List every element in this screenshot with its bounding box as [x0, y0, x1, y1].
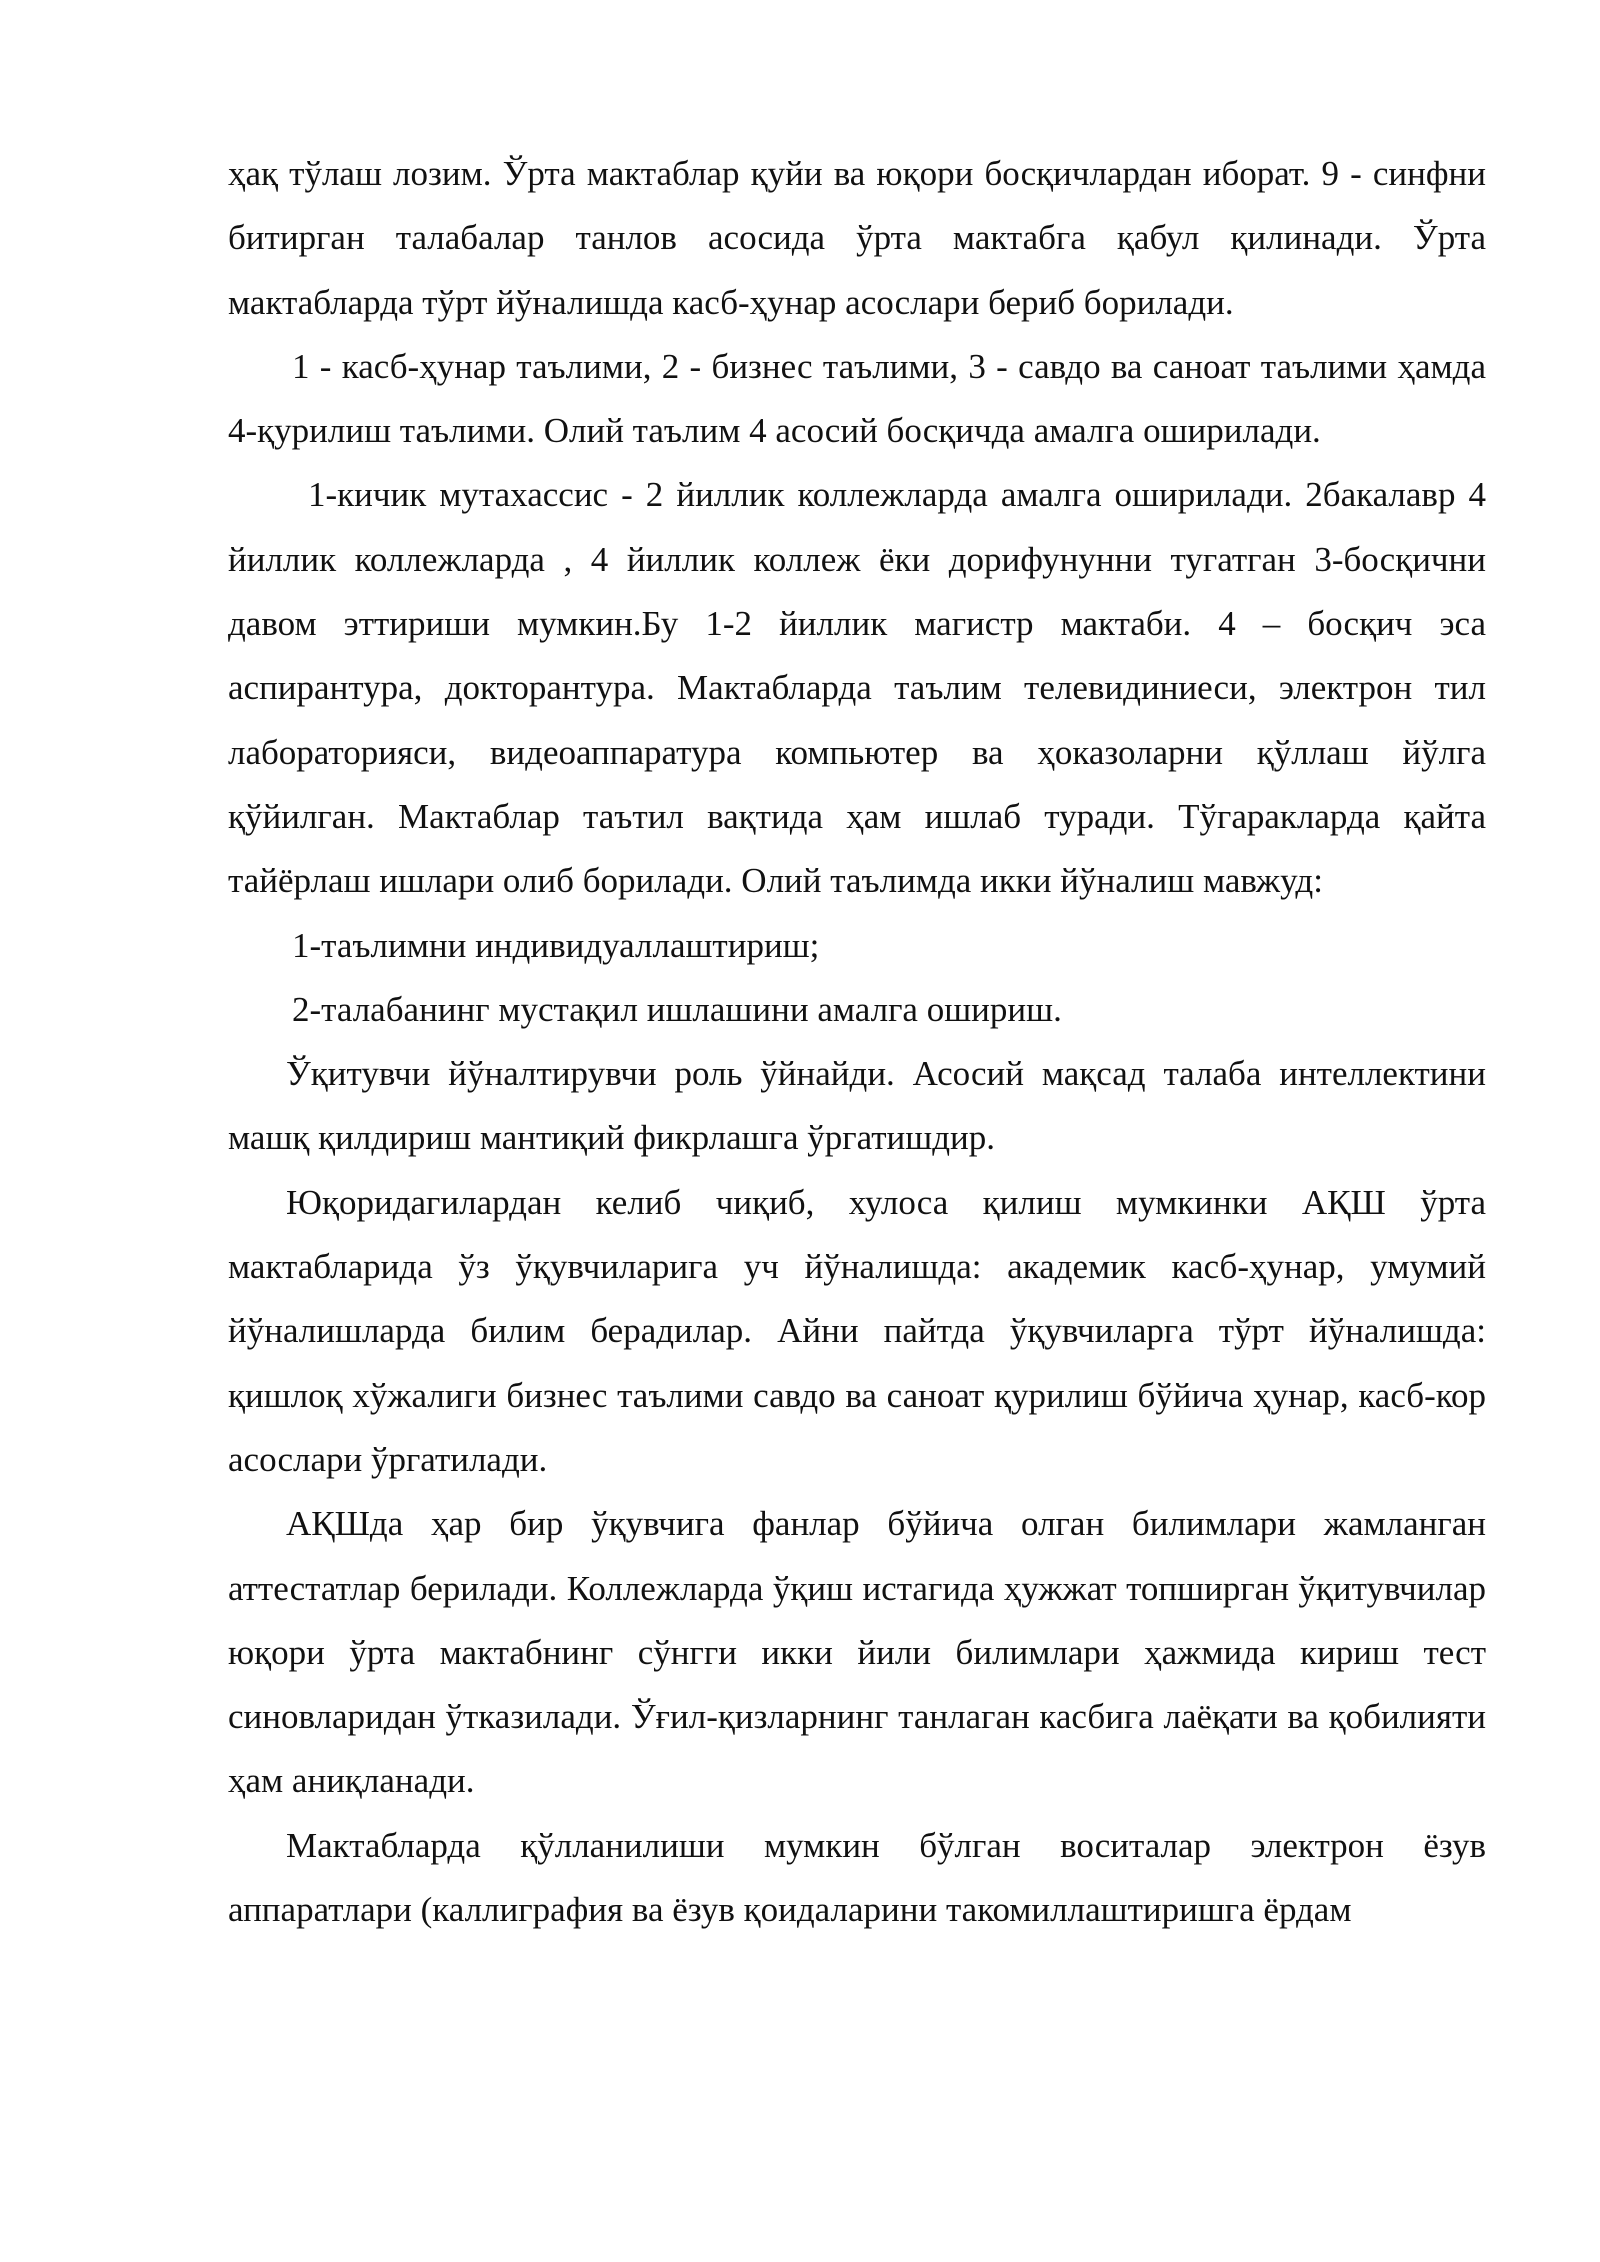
- document-body: [228, 142, 1486, 1942]
- paragraph-6: Ўқитувчи йўналтирувчи роль ўйнайди. Асосий мақсад талаба интеллектини машқ қилдириш мантиқий фикрлашга ўргатишдир.: [228, 1054, 1486, 1158]
- paragraph-1: ҳақ тўлаш лозим. Ўрта мактаблар қуйи ва юқори босқичлардан иборат. 9 - синфни битирган талабалар танлов асосида ўрта мактабга қабул қилинади. Ўрта мактабларда тўрт йўналишда касб-ҳунар асослари бериб борилади.: [228, 154, 1486, 322]
- paragraph-7: Юқоридагилардан келиб чиқиб, хулоса қилиш мумкинки АҚШ ўрта мактабларида ўз ўқувчиларига уч йўналишда: академик касб-ҳунар, умумий йўналишларда билим берадилар. Айни пайтда ўқувчиларга тўрт йўналишда: қишлоқ хўжалиги бизнес таълими савдо ва саноат қурилиш бўйича ҳунар, касб-кор асослари ўргатилади.: [228, 1182, 1486, 1479]
- paragraph-3: 1-кичик мутахассис - 2 йиллик коллежларда амалга оширилади. 2бакалавр 4 йиллик коллежларда , 4 йиллик коллеж ёки дорифунунни тугатган 3-босқични давом эттириши мумкин.Бу 1-2 йиллик магистр мактаби. 4 – босқич эса аспирантура, докторантура. Мактабларда таълим телевидиниеси, электрон тил лабораторияси, видеоаппаратура компьютер ва ҳоказоларни қўллаш йўлга қўйилган. Мактаблар таътил вақтида ҳам ишлаб туради. Тўгаракларда қайта тайёрлаш ишлари олиб борилади. Олий таълимда икки йўналиш мавжуд:: [228, 475, 1486, 901]
- paragraph-2: 1 - касб-ҳунар таълими, 2 - бизнес таълими, 3 - савдо ва саноат таълими ҳамда 4-қурилиш таълими. Олий таълим 4 асосий босқичда амалга оширилади.: [228, 346, 1486, 451]
- paragraph-8: АҚШда ҳар бир ўқувчига фанлар бўйича олган билимлари жамланган аттестатлар берилади. Коллежларда ўқиш истагида ҳужжат топширган ўқитувчилар юқори ўрта мактабнинг сўнгги икки йили билимлари ҳажмида кириш тест синовларидан ўтказилади. Ўғил-қизларнинг танлаган касбига лаёқати ва қобилияти ҳам аниқланади.: [228, 1504, 1486, 1801]
- paragraph-9: Мактабларда қўлланилиши мумкин бўлган воситалар электрон ёзув аппаратлари (каллиграфия ва ёзув қоидаларини такомиллаштиришга ёрдам: [228, 1825, 1486, 1930]
- paragraph-5: 2-талабанинг мустақил ишлашини амалга ошириш.: [292, 989, 1062, 1029]
- paragraph-4: 1-таълимни индивидуаллаштириш;: [292, 925, 820, 965]
